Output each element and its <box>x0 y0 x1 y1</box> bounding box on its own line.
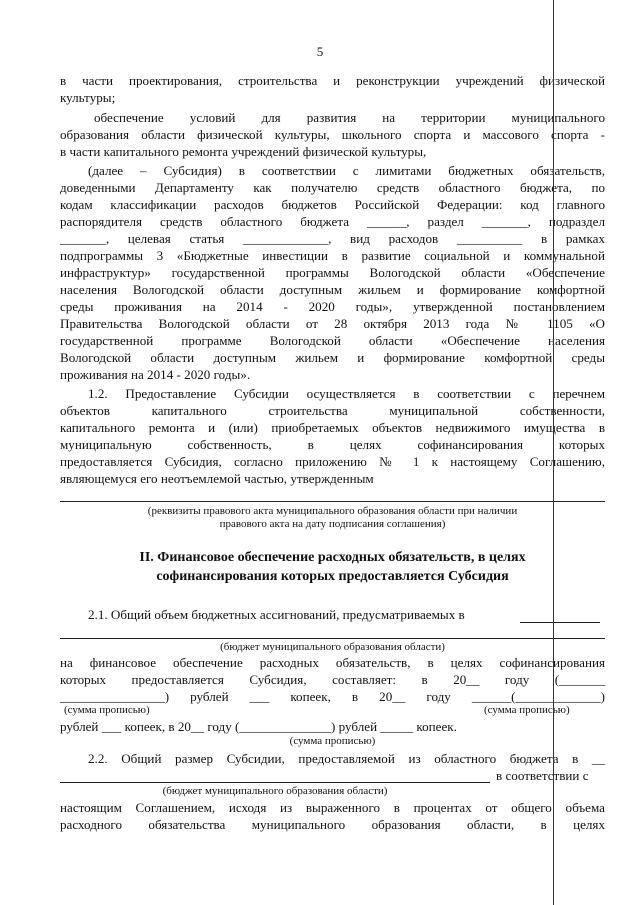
text-line: (далее – Субсидия) в соответствии с лимитами бюджетных обязательств, <box>88 163 605 178</box>
section-heading: софинансирования которых предоставляется Субсидия <box>156 569 509 584</box>
text-line: которых предоставляется Субсидия, составляет: в 20__ году (_______ <box>60 672 605 687</box>
text-line: населения Вологодской области доступным жильем и формирование комфортной <box>60 282 605 297</box>
text-line: рублей ___ копеек, в 20__ году (______________) рублей _____ копеек. <box>60 719 457 734</box>
text-line: 2.1. Общий объем бюджетных ассигнований, предусматриваемых в <box>88 607 465 622</box>
text-line: 1.2. Предоставление Субсидии осуществляется в соответствии с перечнем <box>88 386 605 401</box>
text-line: культуры; <box>60 90 116 105</box>
text-line: в части проектирования, строительства и реконструкции учреждений физической <box>60 73 605 88</box>
fill-in-rule <box>60 501 605 502</box>
text-line: кодам классификации расходов бюджетов Российской Федерации: код главного <box>60 197 605 212</box>
text-line: доведенными Департаменту как получателю средств областного бюджета, по <box>60 180 605 195</box>
caption-budget: (бюджет муниципального образования области) <box>162 785 388 797</box>
text-line: образования области физической культуры, школьного спорта и массового спорта - <box>60 127 605 142</box>
text-line: обеспечение условий для развития на территории муниципального <box>94 110 605 125</box>
caption-sum: (сумма прописью) <box>484 704 570 716</box>
caption-sum: (сумма прописью) <box>289 735 376 747</box>
text-line: проживания на 2014 - 2020 годы». <box>60 367 251 382</box>
text-line: на финансовое обеспечение расходных обязательств, в целях софинансирования <box>60 655 605 670</box>
text-line: среды проживания на 2014 - 2020 годы», утвержденной постановлением <box>60 299 605 314</box>
text-line: _______, целевая статья _____________, вид расходов __________ в рамках <box>60 231 605 246</box>
caption-budget: (бюджет муниципального образования области) <box>220 641 445 653</box>
caption-sum: (сумма прописью) <box>64 704 150 716</box>
text-line: являющемуся его неотъемлемой частью, утвержденным <box>60 471 374 486</box>
text-line: капитального ремонта и (или) приобретаемых объектов недвижимого имущества в <box>60 420 605 435</box>
text-line: в соответствии с <box>496 768 589 783</box>
fill-in-rule <box>60 638 605 639</box>
text-line: настоящим Соглашением, исходя из выраженного в процентах от общего объема <box>60 800 605 815</box>
text-line: муниципальную собственность, в целях софинансирования которых <box>60 437 605 452</box>
text-line: 2.2. Общий размер Субсидии, предоставляемой из областного бюджета в __ <box>88 751 605 766</box>
text-line: в части капитального ремонта учреждений физической культуры, <box>60 144 427 159</box>
text-line: распорядителя средств областного бюджета ______, раздел _______, подраздел <box>60 214 605 229</box>
text-line: государственной программе Вологодской области «Обеспечение населения <box>60 333 605 348</box>
text-line: расходного обязательства муниципального образования области, в целях <box>60 817 605 832</box>
text-line: Правительства Вологодской области от 28 октября 2013 года № 1105 «О <box>60 316 605 331</box>
text-line: Вологодской области доступным жильем и формирование комфортной среды <box>60 350 605 365</box>
section-heading: II. Финансовое обеспечение расходных обязательств, в целях <box>139 550 526 565</box>
fill-in-rule <box>520 622 600 623</box>
page-number: 5 <box>316 44 324 59</box>
text-line: объектов капитального строительства муниципальной собственности, <box>60 403 605 418</box>
text-line: подпрограммы 3 «Бюджетные инвестиции в развитие социальной и коммунальной <box>60 248 605 263</box>
caption-legal-act: правового акта на дату подписания соглашения) <box>219 518 446 530</box>
fill-in-rule <box>60 782 490 783</box>
text-line: ________________) рублей ___ копеек, в 20__ году ______(_____________) <box>60 689 605 704</box>
text-line: предоставляется Субсидия, согласно приложению № 1 к настоящему Соглашению, <box>60 454 605 469</box>
scan-fold-line <box>553 0 554 905</box>
caption-legal-act: (реквизиты правового акта муниципального образования области при наличии <box>147 505 518 517</box>
text-line: инфраструктур» государственной программы Вологодской области «Обеспечение <box>60 265 605 280</box>
